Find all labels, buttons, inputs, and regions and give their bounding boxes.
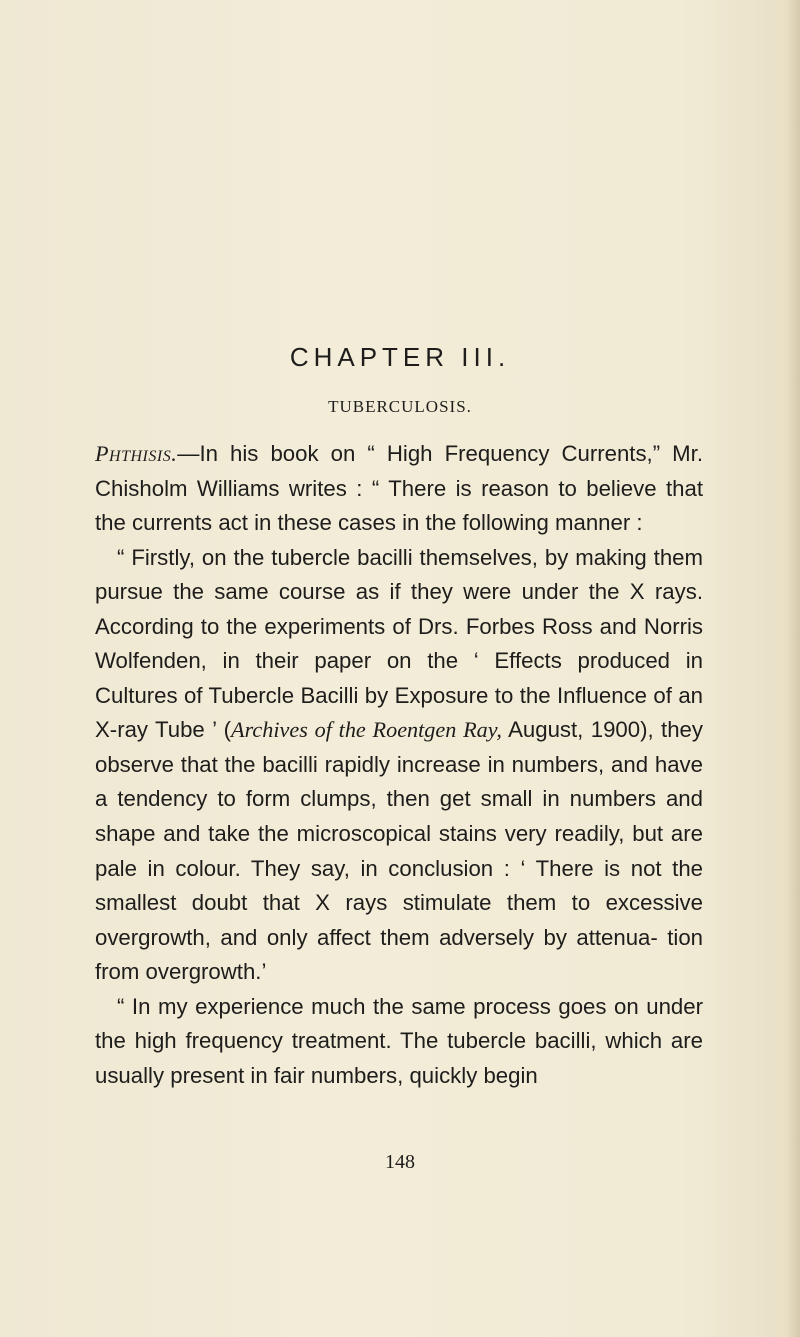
section-title: TUBERCULOSIS.: [328, 397, 472, 416]
paragraph-text-after-citation: August, 1900), they observe that the bacilli rapidly increase in numbers, and have a tendency to form clumps, then get small in numbers and shape and take the microscopical stains very readily, but are pale in colour. They say, in conclusion : ‘ There is not the smallest doubt that X rays stimulate them to excessive overgrowth, and only affect them adversely by attenua- tion from overgrowth.’: [95, 717, 703, 985]
page-edge-shadow: [786, 0, 800, 1337]
paragraph-text: —In his book on “ High Frequency Currents,” Mr. Chisholm Williams writes : “ There is reason to believe that the currents act in these cases in the following manner :: [95, 441, 703, 536]
paragraph-lead-word: Phthisis.: [95, 441, 178, 466]
journal-citation: Archives of the Roentgen Ray,: [231, 717, 502, 743]
paragraph-text: “ In my experience much the same process goes on under the high frequency treatment. The tubercle bacilli, which are usually present in fair numbers, quickly begin: [95, 993, 703, 1088]
paragraph-experience: [95, 990, 703, 1094]
chapter-title: CHAPTER III.: [289, 342, 511, 372]
paragraph-phthisis: [95, 437, 703, 541]
paragraph-firstly: [95, 541, 703, 990]
paragraph-text-before-citation: “ Firstly, on the tubercle bacilli themselves, by making them pursue the same course as if they were under the X rays. According to the experiments of Drs. Forbes Ross and Norris Wolfenden, in their paper on the ‘ Effects produced in Cultures of Tubercle Bacilli by Exposure to the Influence of an X-ray Tube ’ (: [95, 544, 703, 743]
page-number: 148: [385, 1151, 415, 1173]
body-text: [95, 437, 703, 1093]
